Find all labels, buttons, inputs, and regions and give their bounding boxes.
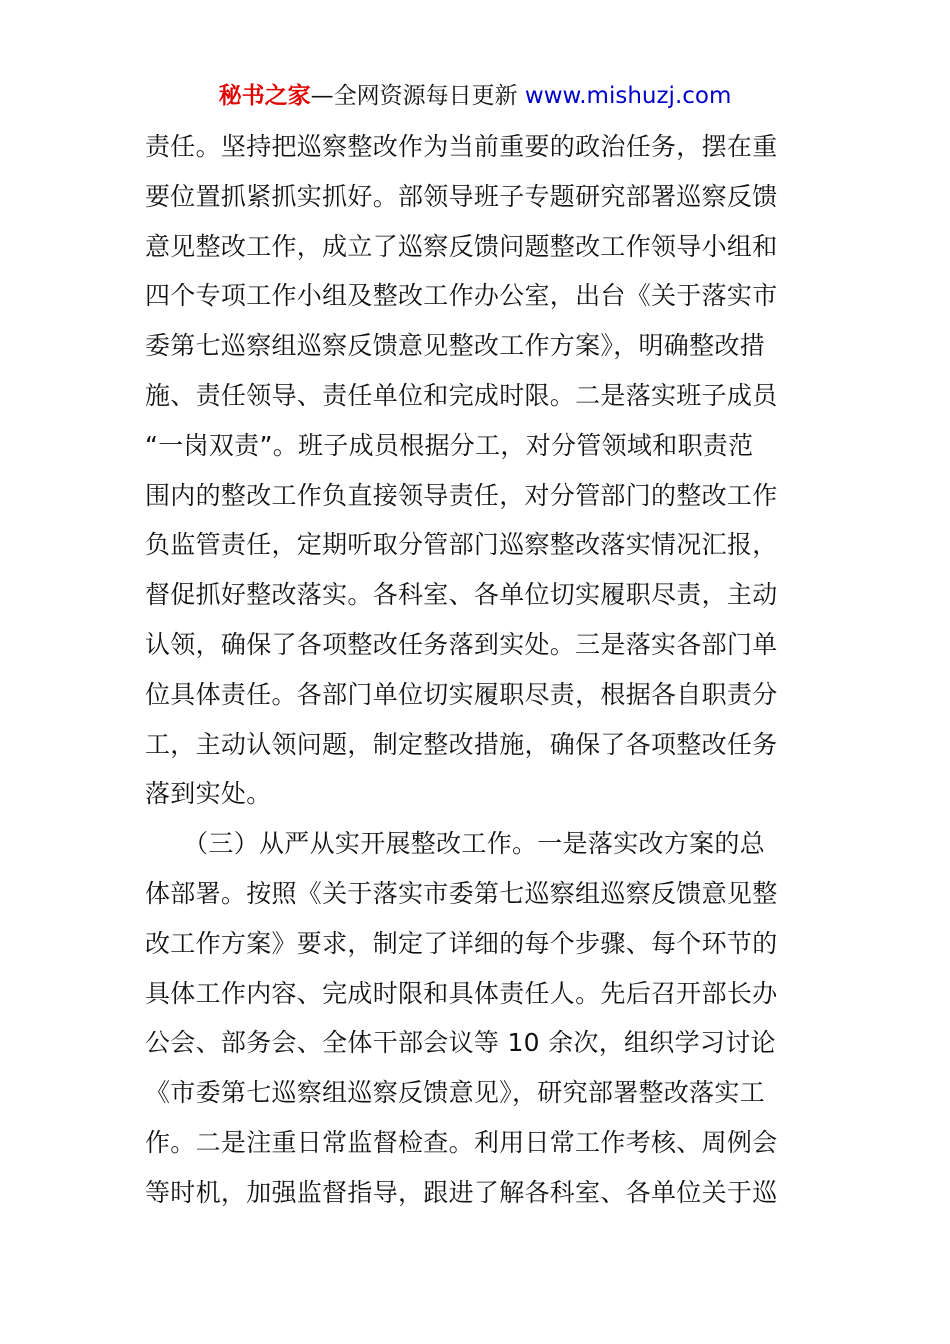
section-heading-line: （三）从严从实开展整改工作。一是落实改方案的总 bbox=[145, 829, 766, 859]
text-line: 具体工作内容、完成时限和具体责任人。先后召开部长办 bbox=[145, 978, 778, 1008]
text-line: 要位置抓紧抓实抓好。部领导班子专题研究部署巡察反馈 bbox=[145, 181, 778, 211]
text-line: 《市委第七巡察组巡察反馈意见》，研究部署整改落实工 bbox=[145, 1078, 766, 1108]
site-url-link[interactable]: www.mishuzj.com bbox=[524, 83, 732, 109]
text-line: 委第七巡察组巡察反馈意见整改工作方案》，明确整改措 bbox=[145, 331, 766, 361]
text-line: “一岗双责”。班子成员根据分工，对分管领域和职责范 bbox=[145, 430, 754, 460]
text-line: 督促抓好整改落实。各科室、各单位切实履职尽责，主动 bbox=[145, 580, 778, 610]
site-brand: 秘书之家 bbox=[218, 83, 311, 109]
text-line: 施、责任领导、责任单位和完成时限。二是落实班子成员 bbox=[145, 380, 778, 410]
text-line: 改工作方案》要求，制定了详细的每个步骤、每个环节的 bbox=[145, 928, 778, 958]
text-line: 责任。坚持把巡察整改作为当前重要的政治任务，摆在重 bbox=[145, 132, 778, 161]
text-line: 作。二是注重日常监督检查。利用日常工作考核、周例会 bbox=[145, 1127, 778, 1157]
text-line: 四个专项工作小组及整改工作办公室，出台《关于落实市 bbox=[145, 281, 778, 311]
page-header bbox=[0, 80, 950, 112]
document-body bbox=[145, 122, 825, 1218]
text-line: 围内的整改工作负直接领导责任，对分管部门的整改工作 bbox=[145, 480, 778, 510]
text-line: 位具体责任。各部门单位切实履职尽责，根据各自职责分 bbox=[145, 679, 778, 709]
text-line: 落到实处。 bbox=[145, 779, 272, 809]
text-line: 等时机，加强监督指导，跟进了解各科室、各单位关于巡 bbox=[145, 1177, 778, 1207]
text-line: 认领，确保了各项整改任务落到实处。三是落实各部门单 bbox=[145, 629, 778, 659]
text-line: 负监管责任，定期听取分管部门巡察整改落实情况汇报， bbox=[145, 530, 778, 560]
text-line: 工，主动认领问题，制定整改措施，确保了各项整改任务 bbox=[145, 729, 778, 759]
site-tagline: —全网资源每日更新 bbox=[310, 83, 518, 109]
text-line: 公会、部务会、全体干部会议等 10 余次，组织学习讨论 bbox=[145, 1028, 776, 1058]
text-line: 体部署。按照《关于落实市委第七巡察组巡察反馈意见整 bbox=[145, 878, 778, 908]
text-line: 意见整改工作，成立了巡察反馈问题整改工作领导小组和 bbox=[145, 231, 778, 261]
